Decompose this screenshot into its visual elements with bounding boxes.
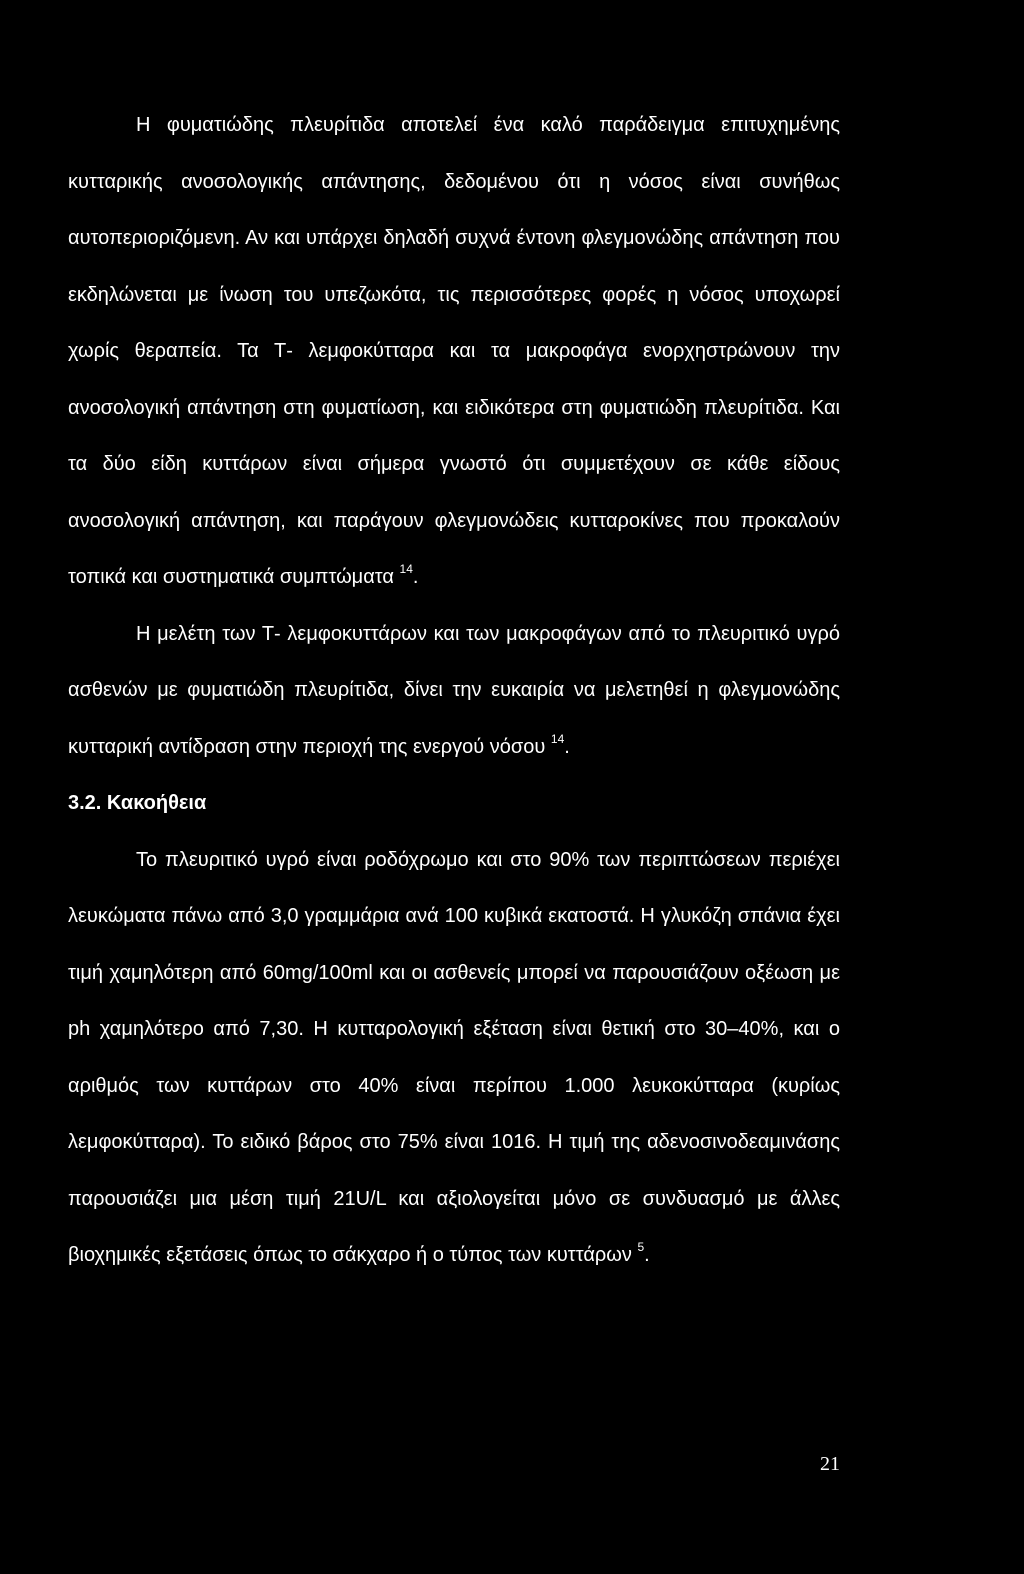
reference-superscript: 14 <box>550 731 565 746</box>
paragraph-text: Το πλευριτικό υγρό είναι ροδόχρωμο και στο 90% των περιπτώσεων περιέχει λευκώματα πάνω από 3,0 γραμμάρια ανά 100 κυβικά εκατοστά. Η γλυκόζη σπάνια έχει τιμή χαμηλότερη από 60mg/100ml και οι ασθενείς μπορεί να παρουσιάζουν οξέωση με ph χαμηλότερο από 7,30. Η κυτταρολογική εξέταση είναι θετική στο 30–40%, και ο αριθμός των κυττάρων στο 40% είναι περίπου 1.000 λευκοκύτταρα (κυρίως λεμφοκύτταρα). Το ειδικό βάρος στο 75% είναι 1016. Η τιμή της αδενοσινοδεαμινάσης παρουσιάζει μια μέση τιμή 21U/L και αξιολογείται μόνο σε συνδυασμό με άλλες βιοχημικές εξετάσεις όπως το σάκχαρο ή ο τύπος των κυττάρων <box>68 848 840 1266</box>
paragraph-t-lymphocyte-study <box>68 606 840 776</box>
paragraph-tuberculous-pleuritis <box>68 97 840 606</box>
paragraph-text: Η μελέτη των Τ- λεμφοκυττάρων και των μακροφάγων από το πλευριτικό υγρό ασθενών με φυματιώδη πλευρίτιδα, δίνει την ευκαιρία να μελετηθεί η φλεγμονώδης κυτταρική αντίδραση στην περιοχή της ενεργού νόσου <box>68 622 840 758</box>
page-number: 21 <box>820 1453 840 1475</box>
paragraph-malignancy <box>68 832 840 1284</box>
paragraph-end: . <box>412 566 419 588</box>
paragraph-text: Η φυματιώδης πλευρίτιδα αποτελεί ένα καλό παράδειγμα επιτυχημένης κυτταρικής ανοσολογικής απάντησης, δεδομένου ότι η νόσος είναι συνήθως αυτοπεριοριζόμενη. Αν και υπάρχει δηλαδή συχνά έντονη φλεγμονώδης απάντηση που εκδηλώνεται με ίνωση του υπεζωκότα, τις περισσότερες φορές η νόσος υποχωρεί χωρίς θεραπεία. Τα Τ- λεμφοκύτταρα και τα μακροφάγα ενορχηστρώνουν την ανοσολογική απάντηση στη φυματίωση, και ειδικότερα στη φυματιώδη πλευρίτιδα. Και τα δύο είδη κυττάρων είναι σήμερα γνωστό ότι συμμετέχουν σε κάθε είδους ανοσολογική απάντηση, και παράγουν φλεγμονώδεις κυτταροκίνες που προκαλούν τοπικά και συστηματικά συμπτώματα <box>68 114 840 588</box>
paragraph-end: . <box>644 1244 650 1266</box>
reference-superscript: 14 <box>399 562 413 576</box>
reference-superscript: 5 <box>637 1240 645 1254</box>
body-text-top <box>68 97 840 1284</box>
section-heading: 3.2. Κακοήθεια <box>68 792 207 814</box>
paragraph-end: . <box>564 735 570 758</box>
